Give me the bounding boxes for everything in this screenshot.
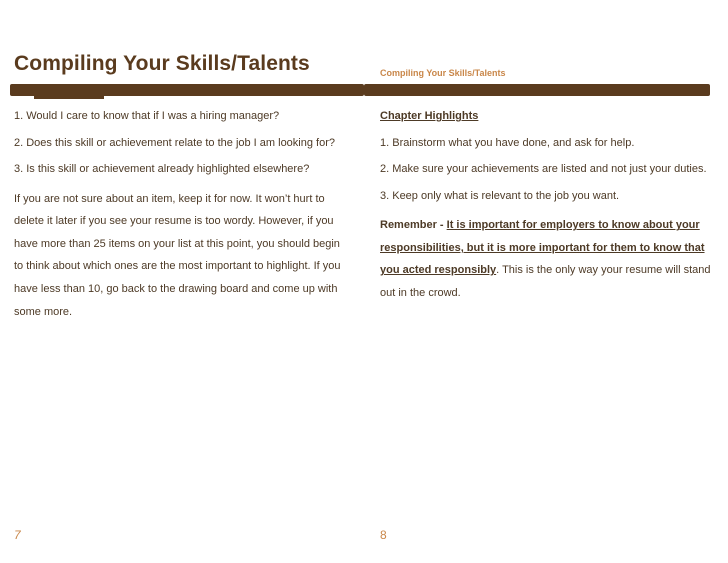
right-page: [364, 0, 728, 563]
list-item: 3. Is this skill or achievement already highlighted elsewhere?: [14, 163, 310, 176]
remember-paragraph: [380, 214, 715, 304]
list-item: 1. Brainstorm what you have done, and ask for help.: [380, 136, 635, 149]
left-content: [14, 108, 352, 323]
right-content: [380, 108, 715, 305]
body-paragraph: If you are not sure about an item, keep it for now. It won’t hurt to delete it later if you see your resume is too wordy. However, if you have more than 25 items on your list at this point, you should begin to think about which ones are the most important to highlight. If you have less than 10, go back to the drawing board and come up with some more.: [14, 192, 341, 318]
title-rule: [10, 84, 364, 96]
chapter-highlights-heading: Chapter Highlights: [380, 110, 479, 122]
list-item: 1. Would I care to know that if I was a hiring manager?: [14, 110, 280, 122]
page-number: 8: [380, 528, 387, 542]
remember-emphasis: It is important for employers to know about your responsibilities, but it is more important for them to know that you acted responsibly: [380, 219, 705, 277]
list-item: 2. Does this skill or achievement relate to the job I am looking for?: [14, 136, 335, 149]
remember-lead: Remember -: [380, 219, 447, 232]
page-title: Compiling Your Skills/Talents: [14, 52, 310, 75]
running-header: Compiling Your Skills/Talents: [380, 68, 506, 78]
list-item: 3. Keep only what is relevant to the job you want.: [380, 189, 620, 202]
page-number: 7: [14, 528, 21, 542]
title-rule: [364, 84, 710, 96]
remember-rest: . This is the only way your resume will stand out in the crowd.: [380, 264, 711, 300]
list-item: 2. Make sure your achievements are listed and not just your duties.: [380, 163, 707, 176]
